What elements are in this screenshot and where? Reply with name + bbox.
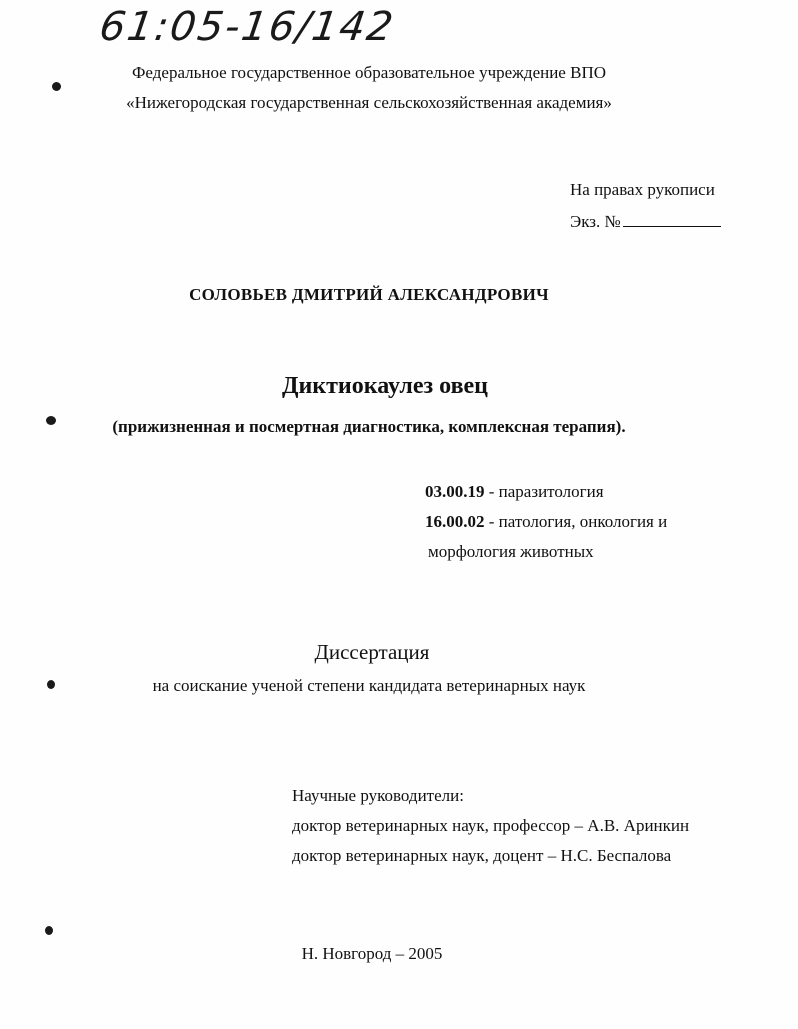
specialty-1-code: 03.00.19 [425,482,485,501]
copy-number-label: Экз. № [570,212,621,231]
thesis-subtitle: (прижизненная и посмертная диагностика, комплексная терапия). [112,417,626,436]
punch-hole-mark [45,926,53,935]
specialty-2-name: - патология, онкология и [488,512,668,531]
supervisor-1: доктор ветеринарных наук, профессор – А.В. Аринкин [292,816,690,835]
institution-line-1: Федеральное государственное образовательное учреждение ВПО [132,63,606,82]
handwritten-archive-number: 61:05-16/142 [96,4,398,50]
degree-line: на соискание ученой степени кандидата ветеринарных наук [152,676,586,695]
specialty-2-code: 16.00.02 [425,512,485,531]
supervisor-2: доктор ветеринарных наук, доцент – Н.С. Беспалова [292,846,672,865]
dissertation-heading: Диссертация [314,640,430,664]
specialty-1 [425,482,604,502]
punch-hole-mark [52,82,61,91]
supervisors-heading: Научные руководители: [292,786,464,805]
rights-label: На правах рукописи [570,180,715,199]
copy-number [570,212,721,232]
city-year: Н. Новгород – 2005 [301,944,443,963]
institution-line-2: «Нижегородская государственная сельскохозяйственная академия» [126,93,612,112]
copy-number-blank-line [623,212,721,227]
author-name: СОЛОВЬЕВ ДМИТРИЙ АЛЕКСАНДРОВИЧ [189,285,549,304]
thesis-title: Диктиокаулез овец [281,373,489,399]
specialty-2 [425,512,667,532]
specialty-2-continuation: морфология животных [428,542,594,561]
specialty-1-name: - паразитология [488,482,604,501]
